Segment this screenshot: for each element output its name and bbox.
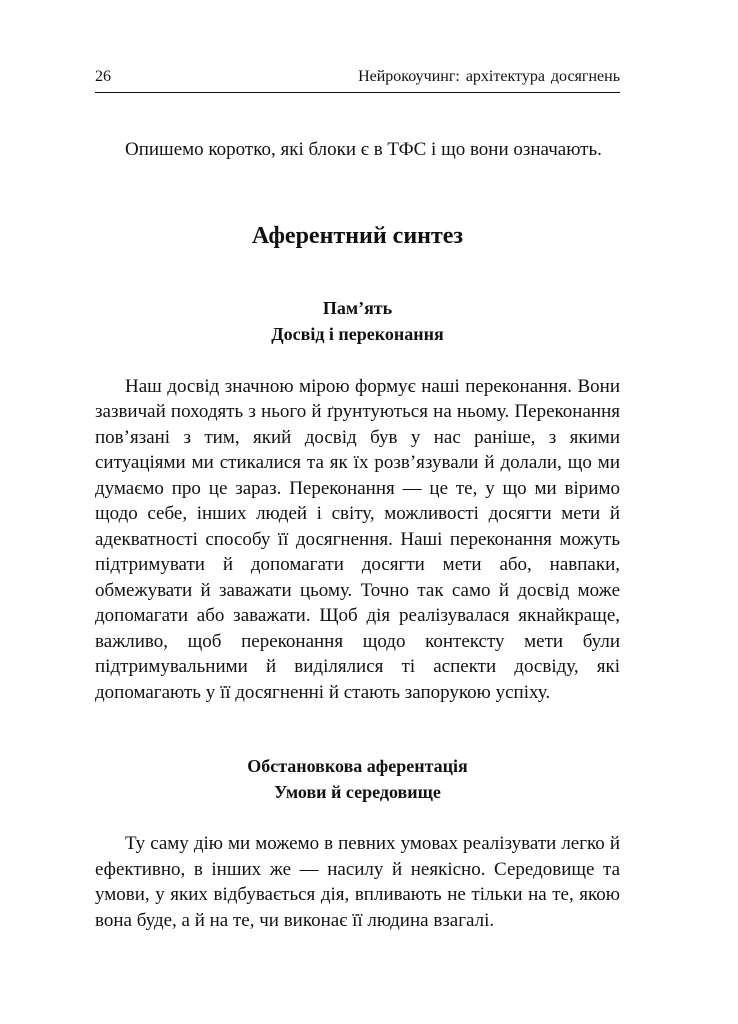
page-header bbox=[95, 62, 620, 93]
subsection-title-memory: Пам’ять bbox=[322, 297, 393, 318]
page-number: 26 bbox=[95, 68, 111, 85]
subsection-subtitle-experience: Досвід і переконання bbox=[271, 323, 444, 344]
memory-paragraph: Наш досвід значною мірою формує наші переконання. Вони зазвичай походять з нього й ґрунтуються на ньому. Переконання пов’язані з тим, який досвід був у нас раніше, з якими ситуаціями ми стикалися та як їх розв’язували й долали, що ми думаємо про це зараз. Переконання — це те, у що ми віримо щодо себе, інших людей і світу, можливості досягти мети й адекватності способу її досягнення. Наші переконання можуть підтримувати й допомагати досягти мети або, навпаки, обмежувати й заважати цьому. Точно так само й досвід може допомагати або заважати. Щоб дія реалізувалася якнайкраще, важливо, щоб переконання щодо контексту мети були підтримувальними й виділялися ті аспекти досвіду, які допомагають у її досягненні й стають запорукою успіху. bbox=[95, 375, 620, 703]
subsection-title-situational: Обстановкова аферентація bbox=[247, 756, 468, 776]
section-title: Аферентний синтез bbox=[251, 222, 464, 249]
page-content bbox=[95, 137, 620, 933]
intro-paragraph: Опишемо коротко, які блоки є в ТФС і що вони означають. bbox=[125, 139, 602, 160]
conditions-paragraph: Ту саму дію ми можемо в певних умовах реалізувати легко й ефективно, в інших же — насилу й неякісно. Середовище та умови, у яких відбувається дія, впливають не тільки на те, якою вона буде, а й на те, чи виконає її людина взагалі. bbox=[95, 833, 620, 931]
running-title: Нейрокоучинг: архітектура досягнень bbox=[358, 68, 620, 85]
subsection-subtitle-conditions: Умови й середовище bbox=[274, 782, 441, 802]
